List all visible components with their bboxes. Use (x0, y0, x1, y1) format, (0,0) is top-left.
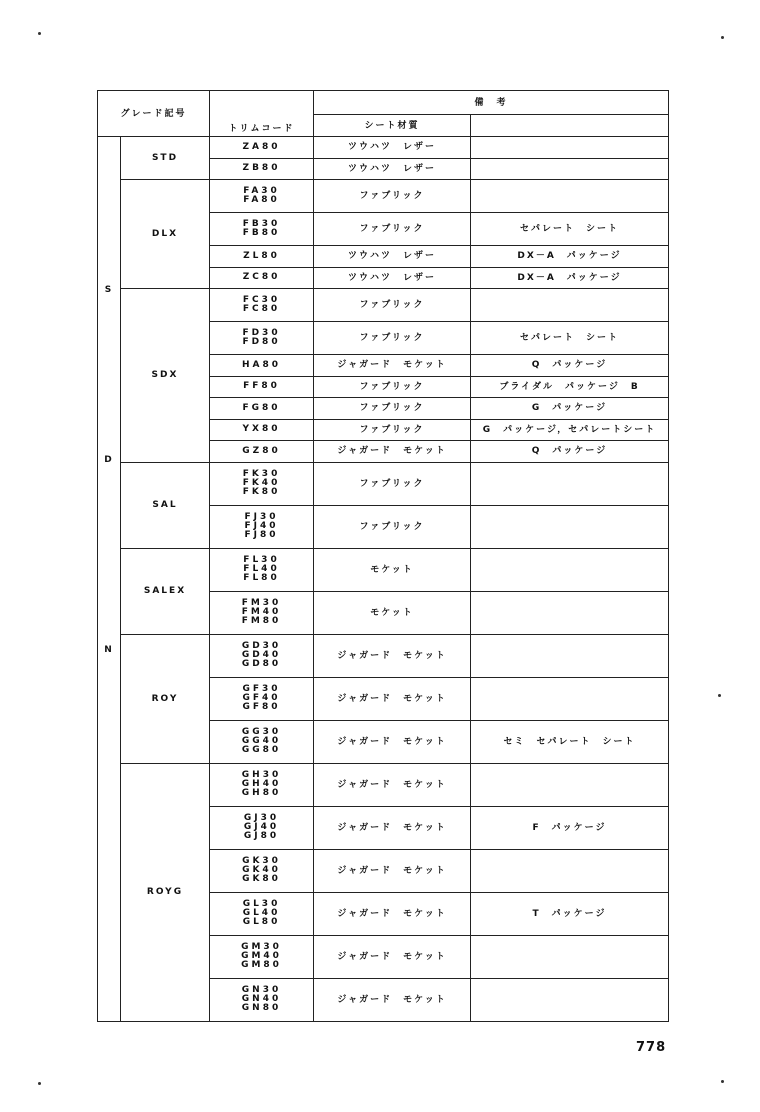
header-remarks: 備 考 (314, 91, 669, 115)
trim-code-cell (210, 180, 314, 213)
trim-code: GK30 (242, 856, 281, 866)
trim-code-cell (210, 355, 314, 377)
trim-code: FM40 (241, 607, 282, 617)
trim-code: GG40 (241, 736, 282, 746)
grade-code-cell: DLX (121, 180, 210, 289)
trim-code: ZL80 (243, 250, 280, 261)
trim-code: FJ40 (244, 521, 279, 531)
remarks-cell: セパレート シート (471, 213, 669, 246)
header-remarks-blank (471, 115, 669, 137)
seat-material-cell: ファブリック (314, 322, 471, 355)
trim-code-cell (210, 398, 314, 420)
trim-code-cell (210, 935, 314, 978)
trim-code: FB80 (242, 228, 281, 238)
trim-code-cell (210, 763, 314, 806)
remarks-cell: F パッケージ (471, 806, 669, 849)
table-row (98, 137, 669, 159)
grade-code-cell: ROYG (121, 763, 210, 1021)
remarks-cell: G パッケージ，セパレートシート (471, 419, 669, 441)
trim-code: GF40 (242, 693, 281, 703)
seat-material-cell: ジャガード モケット (314, 355, 471, 377)
trim-code: GK40 (242, 865, 281, 875)
page-number: 778 (636, 1040, 667, 1055)
trim-code: YX80 (242, 424, 281, 435)
scan-speck (38, 1082, 41, 1085)
trim-code-cell (210, 441, 314, 463)
trim-code: GG30 (241, 727, 282, 737)
trim-code: GD40 (241, 650, 282, 660)
series-letter: D (104, 455, 114, 465)
trim-code: FC80 (242, 304, 281, 314)
remarks-cell (471, 289, 669, 322)
trim-code: GJ30 (243, 813, 280, 823)
header-row-top (98, 91, 669, 115)
seat-material-cell: ファブリック (314, 419, 471, 441)
trim-code-cell (210, 246, 314, 268)
remarks-cell: DX－A パッケージ (471, 267, 669, 289)
trim-code: FM30 (241, 598, 282, 608)
seat-material-cell: ジャガード モケット (314, 720, 471, 763)
remarks-cell (471, 935, 669, 978)
trim-code: GZ80 (242, 445, 281, 456)
trim-code: FJ30 (244, 512, 279, 522)
trim-code-cell (210, 548, 314, 591)
remarks-cell: T パッケージ (471, 892, 669, 935)
trim-code: GH30 (241, 770, 282, 780)
seat-material-cell: ツウハツ レザー (314, 267, 471, 289)
remarks-cell (471, 548, 669, 591)
table-row (98, 763, 669, 806)
trim-code-cell (210, 806, 314, 849)
remarks-cell: DX－A パッケージ (471, 246, 669, 268)
trim-code-cell (210, 213, 314, 246)
seat-material-cell: ジャガード モケット (314, 849, 471, 892)
trim-code: FJ80 (244, 530, 279, 540)
table-row (98, 289, 669, 322)
trim-code: FG80 (242, 402, 281, 413)
remarks-cell (471, 180, 669, 213)
seat-material-cell: ジャガード モケット (314, 441, 471, 463)
remarks-cell (471, 462, 669, 505)
trim-code-cell (210, 634, 314, 677)
trim-code: ZB80 (242, 163, 281, 174)
trim-code: FD80 (242, 337, 281, 347)
scan-speck (38, 32, 41, 35)
trim-code: ZA80 (242, 141, 281, 152)
trim-code: FK30 (242, 469, 281, 479)
trim-code: FF80 (243, 381, 280, 392)
seat-material-cell: モケット (314, 591, 471, 634)
remarks-cell (471, 137, 669, 159)
trim-code-cell (210, 289, 314, 322)
trim-code: GM40 (241, 951, 282, 961)
trim-code: FK40 (242, 478, 281, 488)
remarks-cell (471, 158, 669, 180)
seat-material-cell: ファブリック (314, 376, 471, 398)
trim-code-cell (210, 892, 314, 935)
trim-code-cell (210, 137, 314, 159)
trim-code: GM80 (241, 960, 282, 970)
trim-code: FK80 (242, 487, 281, 497)
remarks-cell (471, 763, 669, 806)
trim-code: GJ40 (243, 822, 280, 832)
trim-code: GD30 (241, 641, 282, 651)
trim-code: FB30 (242, 219, 281, 229)
trim-code: FL80 (243, 573, 280, 583)
trim-code-cell (210, 978, 314, 1021)
trim-code: GF30 (242, 684, 281, 694)
seat-material-cell: ファブリック (314, 213, 471, 246)
trim-code: FM80 (241, 616, 282, 626)
scan-speck (718, 694, 721, 697)
header-grade-code: グレード記号 (98, 91, 210, 137)
trim-code-cell (210, 462, 314, 505)
trim-code-cell (210, 158, 314, 180)
seat-material-cell: モケット (314, 548, 471, 591)
trim-code: GN80 (241, 1003, 282, 1013)
trim-code-cell (210, 677, 314, 720)
trim-code: GN40 (241, 994, 282, 1004)
trim-code: FL30 (243, 555, 280, 565)
table-row (98, 180, 669, 213)
trim-code: FC30 (242, 295, 281, 305)
seat-material-cell: ファブリック (314, 398, 471, 420)
trim-code-cell (210, 376, 314, 398)
seat-material-cell: ツウハツ レザー (314, 137, 471, 159)
trim-code: HA80 (242, 359, 282, 370)
seat-material-cell: ツウハツ レザー (314, 158, 471, 180)
trim-code-cell (210, 591, 314, 634)
remarks-cell (471, 634, 669, 677)
trim-code-cell (210, 849, 314, 892)
trim-code: GL40 (242, 908, 281, 918)
seat-material-cell: ファブリック (314, 180, 471, 213)
table-row (98, 548, 669, 591)
seat-material-cell: ファブリック (314, 462, 471, 505)
seat-material-cell: ジャガード モケット (314, 763, 471, 806)
scan-speck (721, 36, 724, 39)
trim-code: GG80 (241, 745, 282, 755)
series-letter: S (104, 285, 114, 295)
trim-code-table (97, 90, 669, 1022)
trim-code: GJ80 (243, 831, 280, 841)
trim-code: FL40 (243, 564, 280, 574)
seat-material-cell: ファブリック (314, 289, 471, 322)
trim-code: FA80 (243, 195, 280, 205)
seat-material-cell: ジャガード モケット (314, 978, 471, 1021)
remarks-cell (471, 505, 669, 548)
remarks-cell (471, 591, 669, 634)
trim-code: GM30 (241, 942, 282, 952)
seat-material-cell: ジャガード モケット (314, 677, 471, 720)
remarks-cell: Q パッケージ (471, 441, 669, 463)
remarks-cell: G パッケージ (471, 398, 669, 420)
remarks-cell: セパレート シート (471, 322, 669, 355)
remarks-cell (471, 978, 669, 1021)
remarks-cell: セミ セパレート シート (471, 720, 669, 763)
table-row (98, 634, 669, 677)
grade-code-cell: SAL (121, 462, 210, 548)
seat-material-cell: ジャガード モケット (314, 634, 471, 677)
remarks-cell: ブライダル パッケージ B (471, 376, 669, 398)
trim-code: GK80 (242, 874, 281, 884)
trim-code: GN30 (241, 985, 282, 995)
trim-code: FD30 (242, 328, 281, 338)
trim-code: GD80 (241, 659, 282, 669)
trim-code-cell (210, 322, 314, 355)
trim-code: GL30 (242, 899, 281, 909)
trim-code: GH40 (241, 779, 282, 789)
series-cell (98, 137, 121, 1022)
series-letter: N (104, 645, 114, 655)
trim-code: ZC80 (242, 272, 281, 283)
scan-speck (721, 1080, 724, 1083)
grade-code-cell: ROY (121, 634, 210, 763)
grade-code-cell: SALEX (121, 548, 210, 634)
trim-code-cell (210, 505, 314, 548)
trim-code: FA30 (243, 186, 280, 196)
grade-code-cell: STD (121, 137, 210, 180)
header-seat-material: シート材質 (314, 115, 471, 137)
header-trim-code: トリムコード (210, 91, 314, 137)
seat-material-cell: ジャガード モケット (314, 935, 471, 978)
seat-material-cell: ジャガード モケット (314, 892, 471, 935)
seat-material-cell: ツウハツ レザー (314, 246, 471, 268)
trim-code-table-body (98, 91, 669, 1022)
trim-code: GF80 (242, 702, 281, 712)
remarks-cell (471, 849, 669, 892)
trim-code: GL80 (242, 917, 281, 927)
table-row (98, 462, 669, 505)
remarks-cell (471, 677, 669, 720)
trim-code-cell (210, 419, 314, 441)
remarks-cell: Q パッケージ (471, 355, 669, 377)
trim-code: GH80 (241, 788, 282, 798)
seat-material-cell: ファブリック (314, 505, 471, 548)
trim-code-cell (210, 720, 314, 763)
trim-code-cell (210, 267, 314, 289)
grade-code-cell: SDX (121, 289, 210, 463)
seat-material-cell: ジャガード モケット (314, 806, 471, 849)
